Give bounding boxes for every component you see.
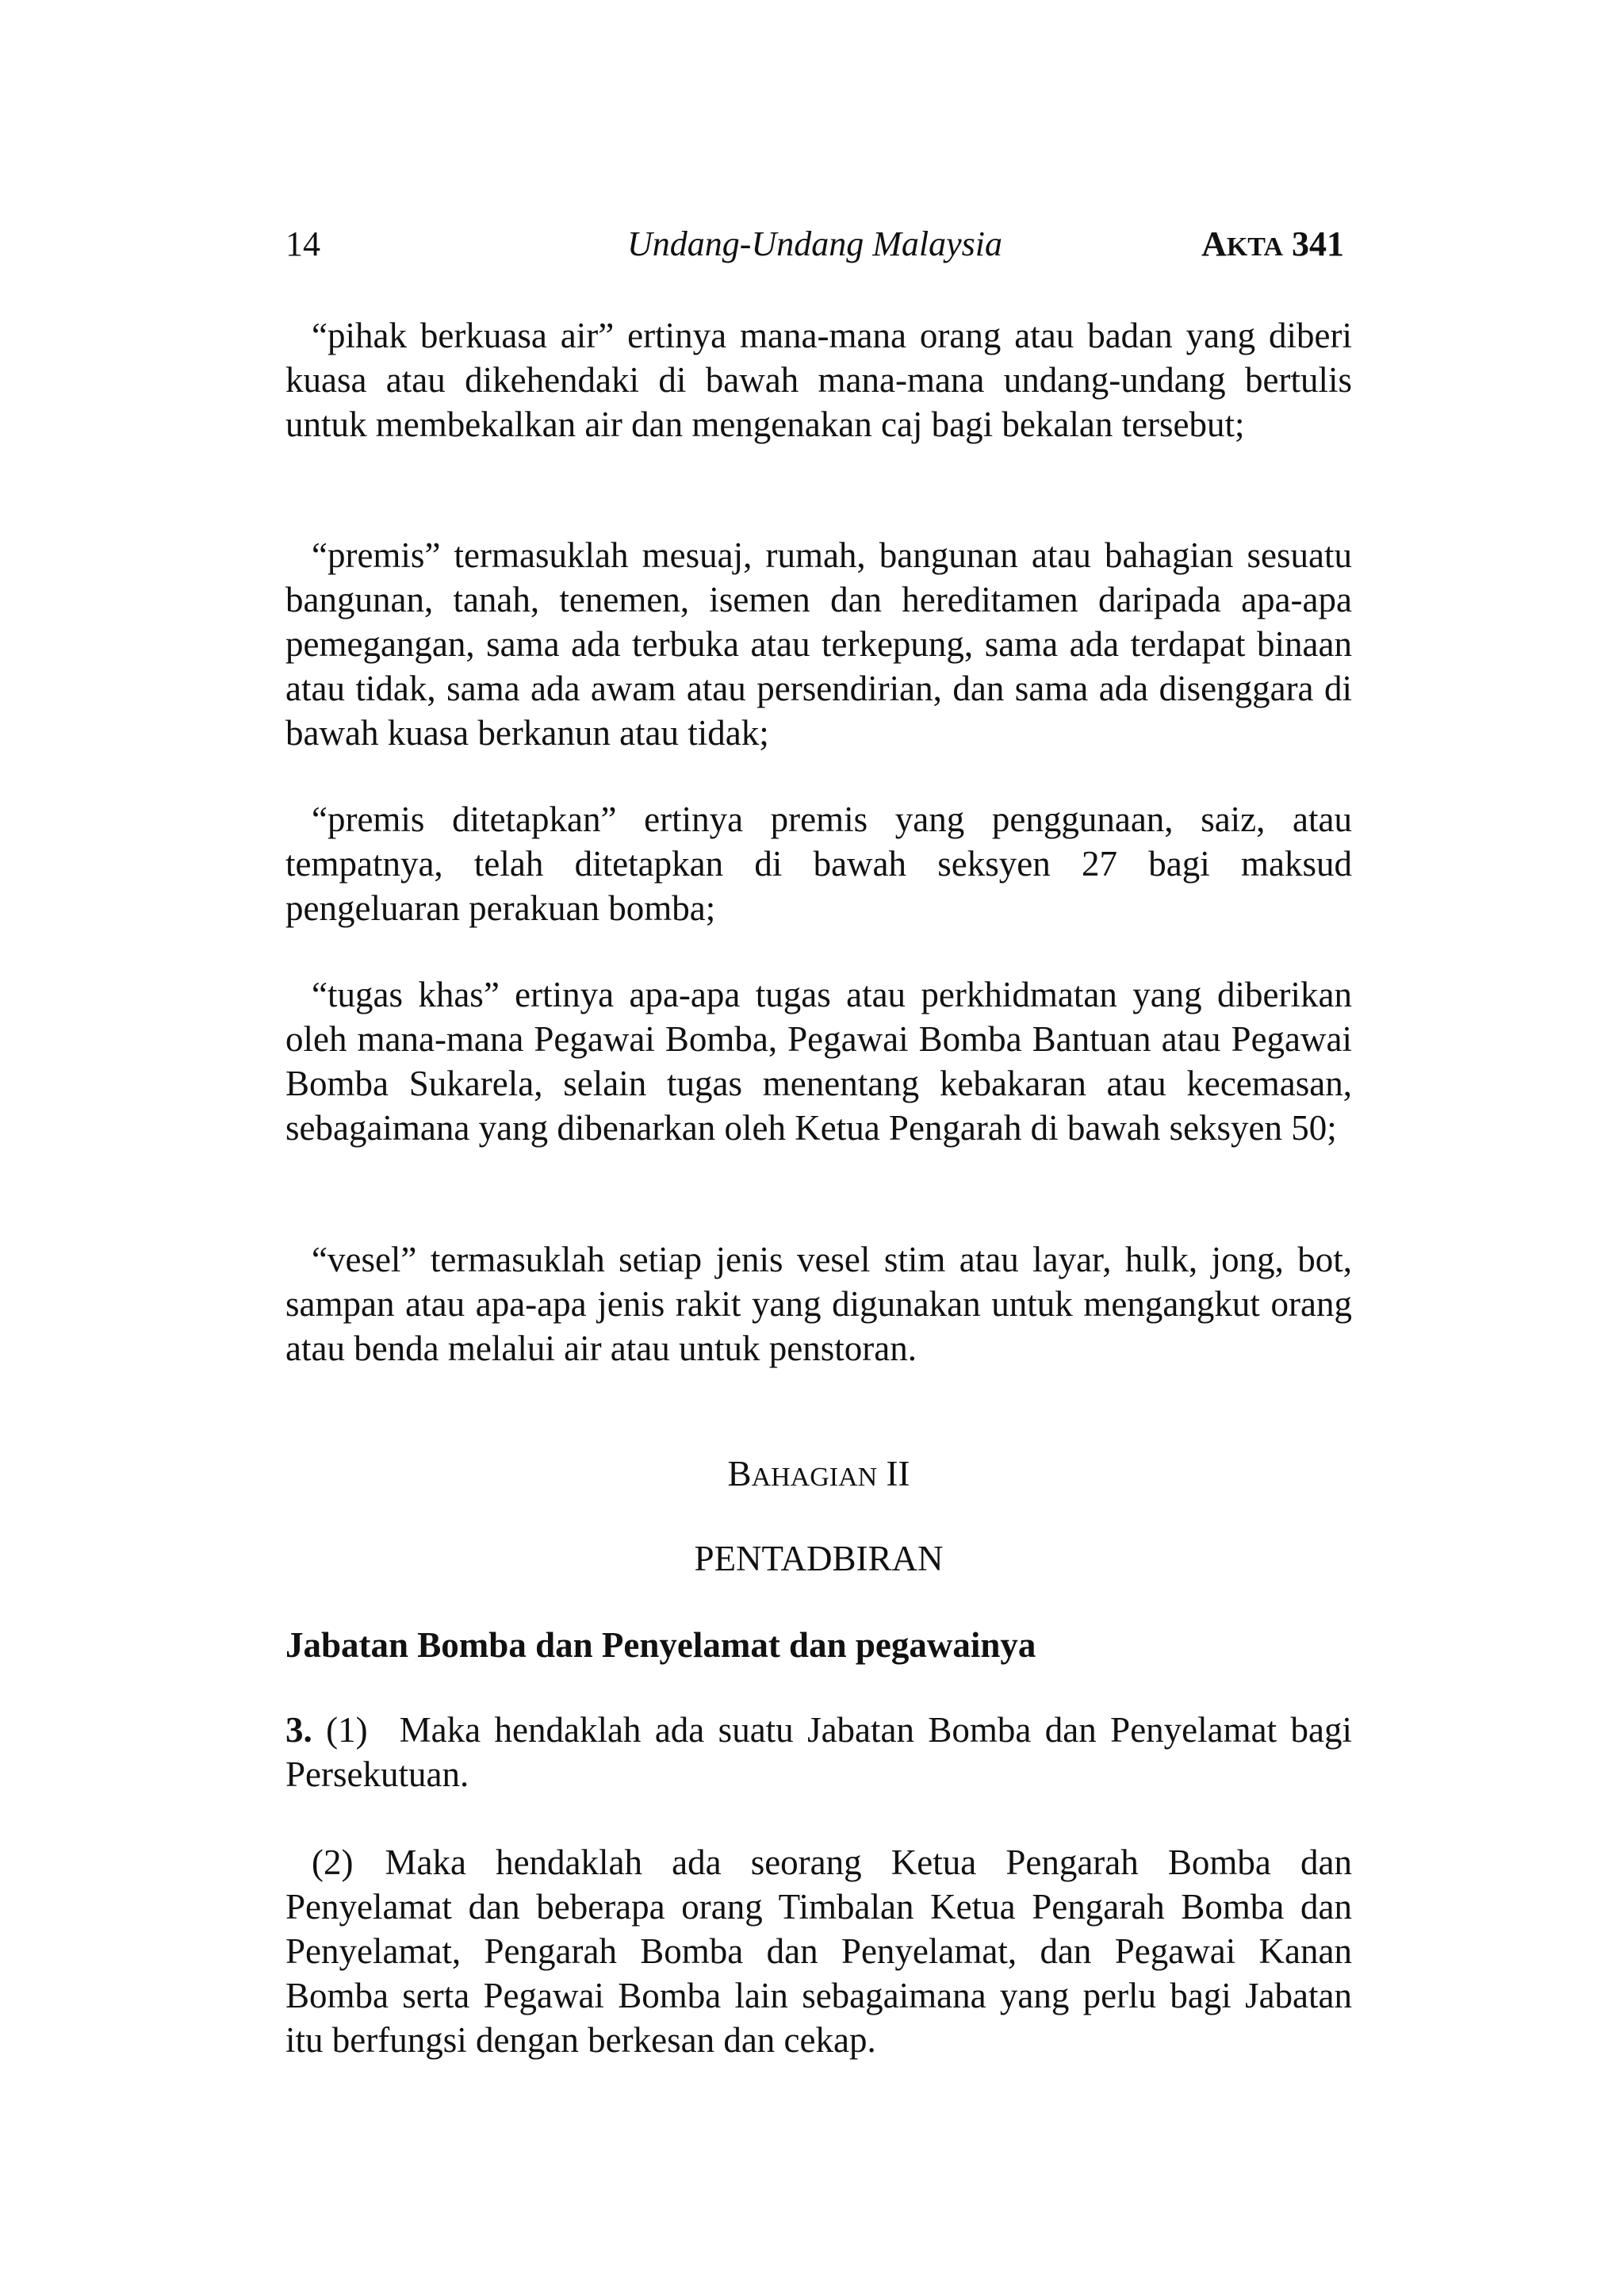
section-3-subsection-1 <box>285 1708 1352 1796</box>
definition-vesel: “vesel” termasuklah setiap jenis vesel stim atau layar, hulk, jong, bot, sampan atau apa-apa jenis rakit yang digunakan untuk mengangkut orang atau benda melalui air atau untuk penstoran. <box>285 1240 1352 1368</box>
act-number: AKTA 341 <box>1201 224 1344 263</box>
section-heading: Jabatan Bomba dan Penyelamat dan pegawainya <box>285 1625 1036 1665</box>
section-number: 3. <box>285 1710 312 1750</box>
subsection-label-1: (1) <box>326 1710 368 1750</box>
definition-premis: “premis” termasuklah mesuaj, rumah, bangunan atau bahagian sesuatu bangunan, tanah, tenemen, isemen dan hereditamen daripada apa-apa pemegangan, sama ada terbuka atau terkepung, sama ada terdapat binaan atau tidak, sama ada awam atau persendirian, dan sama ada disenggara di bawah kuasa berkanun atau tidak; <box>285 535 1352 753</box>
page-number: 14 <box>285 224 320 263</box>
part-label: BAHAGIAN II <box>727 1454 910 1494</box>
definition-pihak-berkuasa-air: “pihak berkuasa air” ertinya mana-mana orang atau badan yang diberi kuasa atau dikehendaki di bawah mana-mana undang-undang bertulis untuk membekalkan air dan mengenakan caj bagi bekalan tersebut; <box>285 316 1352 444</box>
subsection-label-2: (2) <box>312 1842 354 1882</box>
definition-premis-ditetapkan: “premis ditetapkan” ertinya premis yang penggunaan, saiz, atau tempatnya, telah ditetapkan di bawah seksyen 27 bagi maksud pengeluaran perakuan bomba; <box>285 799 1352 928</box>
part-name: PENTADBIRAN <box>694 1539 944 1578</box>
subsection-text-1: Maka hendaklah ada suatu Jabatan Bomba dan Penyelamat bagi Persekutuan. <box>285 1710 1352 1794</box>
header-title: Undang-Undang Malaysia <box>627 224 1002 263</box>
definition-tugas-khas: “tugas khas” ertinya apa-apa tugas atau perkhidmatan yang diberikan oleh mana-mana Pegawai Bomba, Pegawai Bomba Bantuan atau Pegawai Bomba Sukarela, selain tugas menentang kebakaran atau kecemasan, sebagaimana yang dibenarkan oleh Ketua Pengarah di bawah seksyen 50; <box>285 975 1352 1148</box>
section-3-subsection-2 <box>285 1840 1352 2062</box>
running-header <box>285 224 1344 271</box>
subsection-text-2: Maka hendaklah ada seorang Ketua Pengarah Bomba dan Penyelamat dan beberapa orang Timbalan Ketua Pengarah Bomba dan Penyelamat, Pengarah Bomba dan Penyelamat, dan Pegawai Kanan Bomba serta Pegawai Bomba lain sebagaimana yang perlu bagi Jabatan itu berfungsi dengan berkesan dan cekap. <box>285 1842 1352 2060</box>
